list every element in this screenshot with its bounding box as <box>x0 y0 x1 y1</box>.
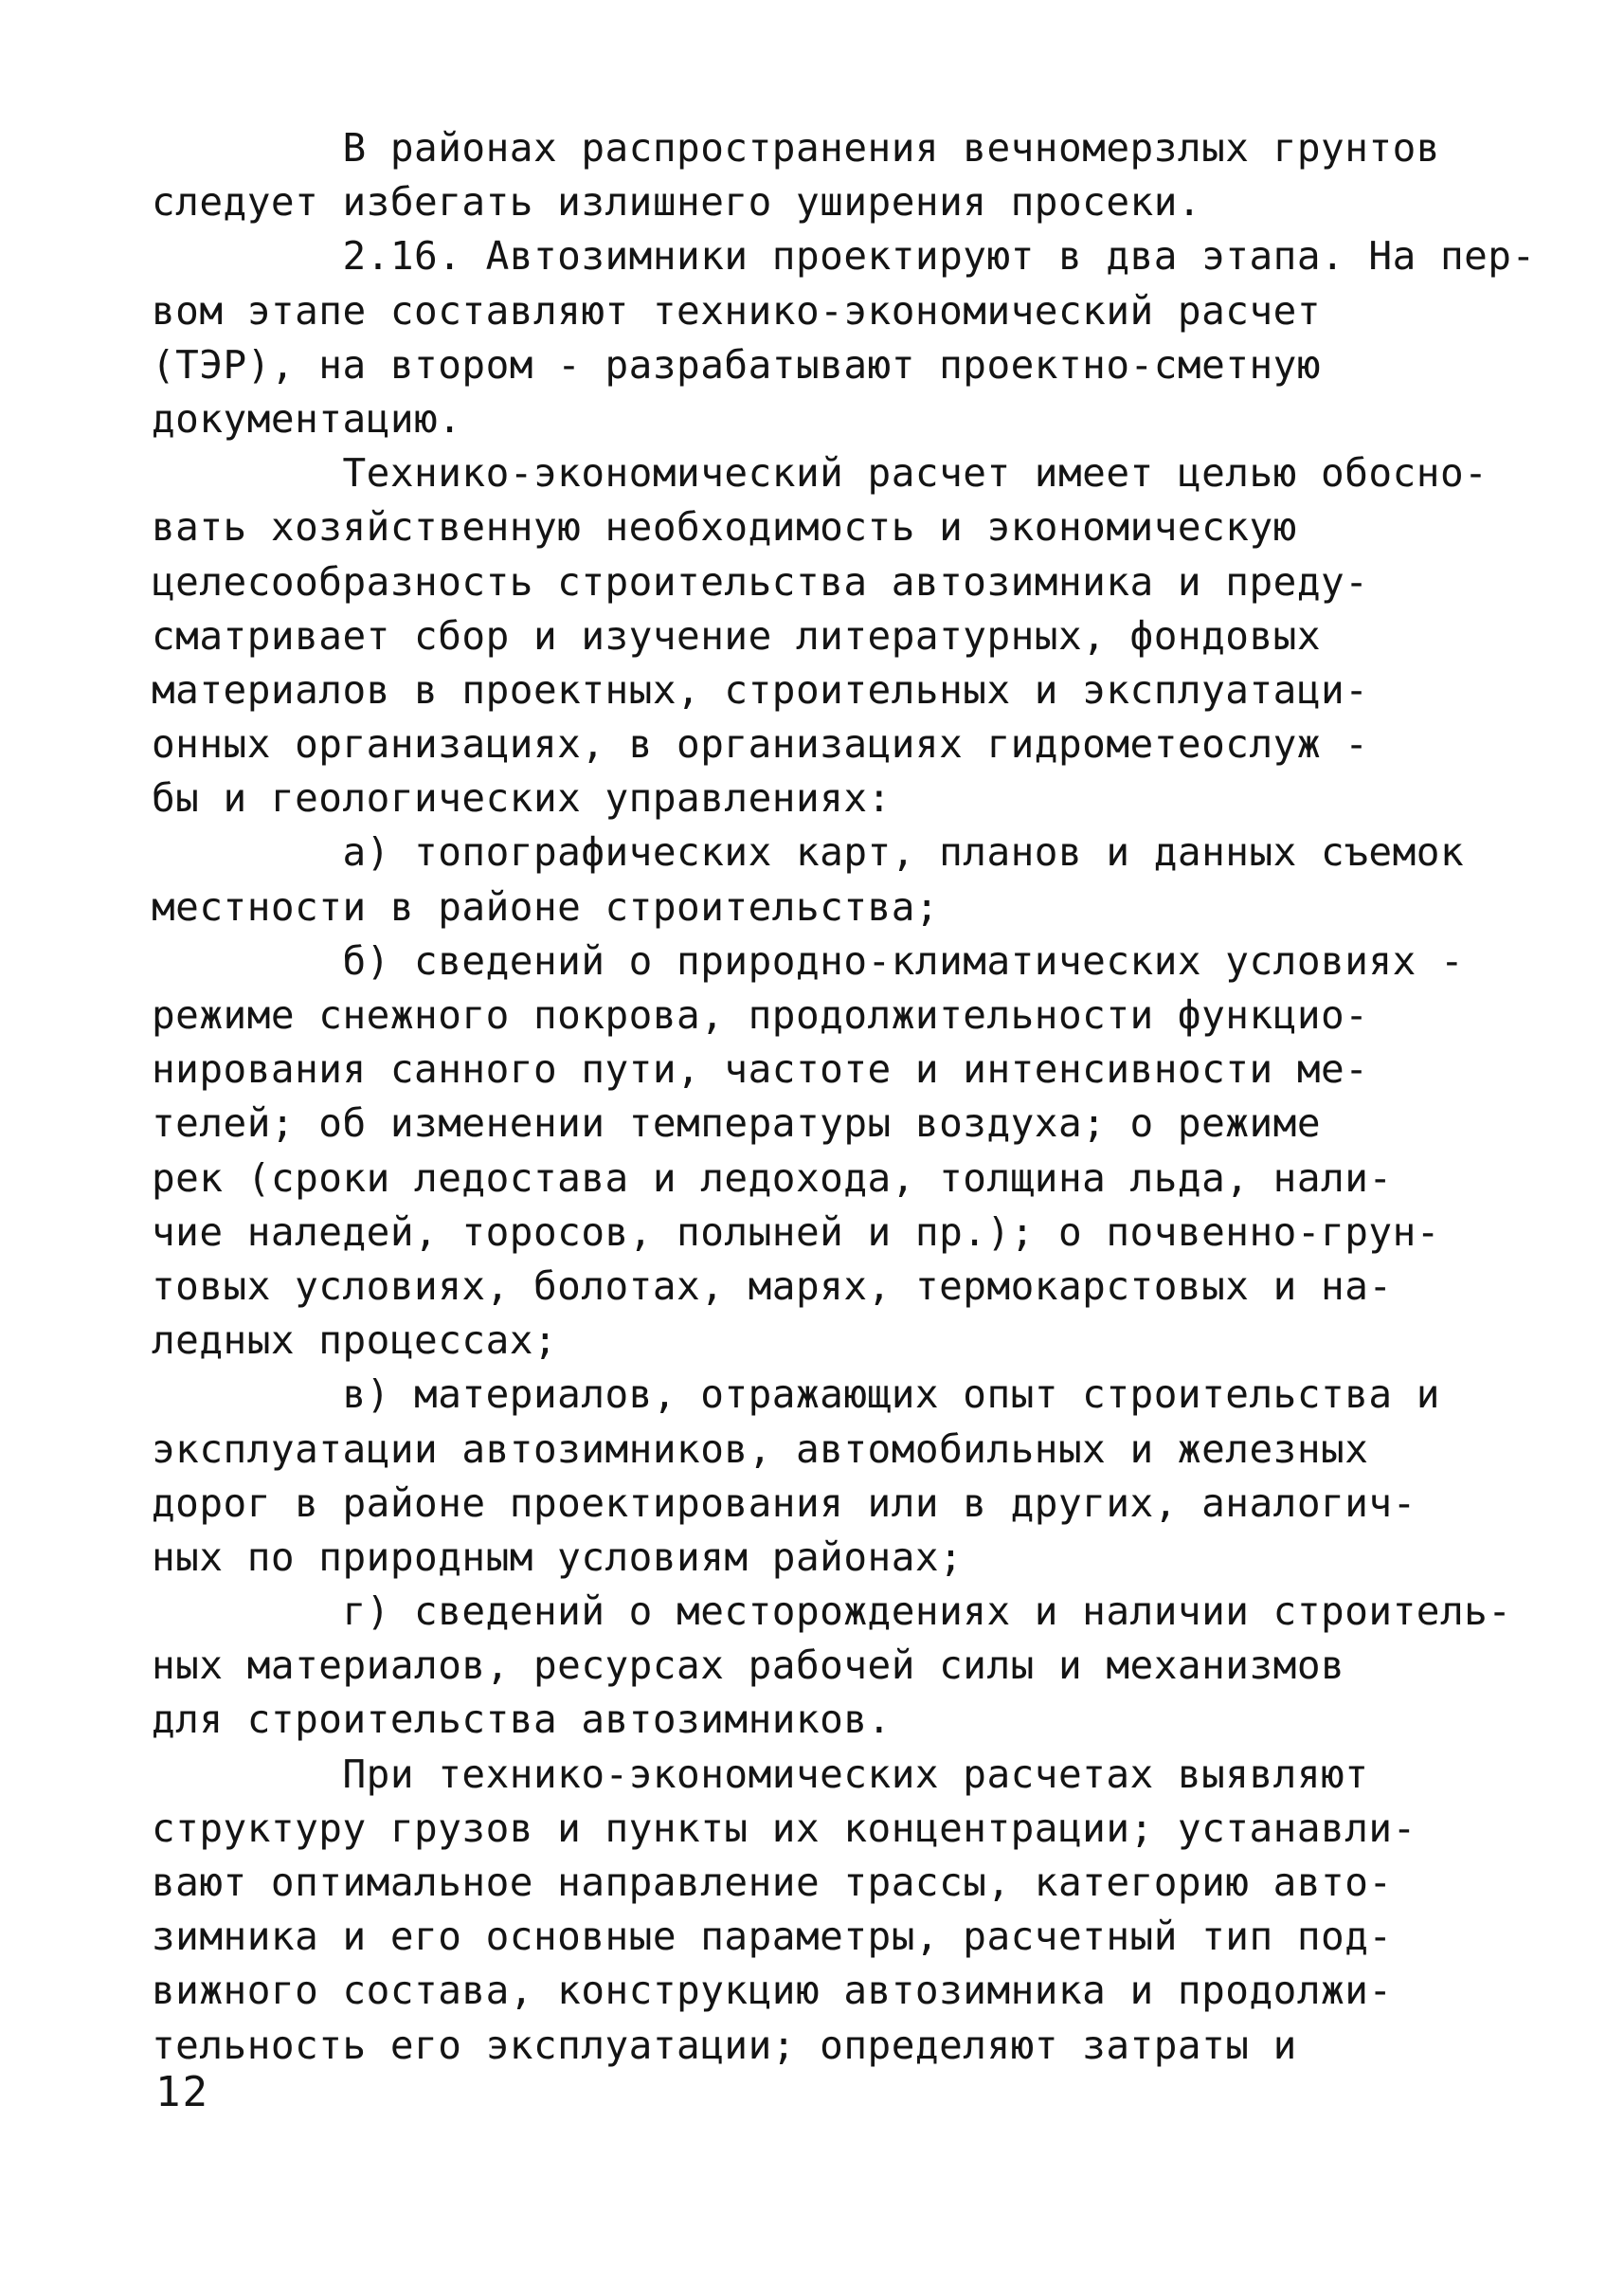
text-line: телей; об изменении температуры воздуха; о режиме <box>152 1100 1322 1147</box>
text-line: тельность его эксплуатации; определяют затраты и <box>152 2022 1297 2068</box>
text-line: г) сведений о месторождениях и наличии строитель- <box>152 1588 1512 1635</box>
text-line: целесообразность строительства автозимника и преду- <box>152 558 1369 605</box>
text-line: (ТЭР), на втором - разрабатывают проектно-сметную <box>152 341 1322 388</box>
text-line: ледных процессах; <box>152 1317 558 1364</box>
text-line: вать хозяйственную необходимость и экономическую <box>152 504 1297 551</box>
text-line: В районах распространения вечномерзлых грунтов <box>152 125 1440 171</box>
text-line: структуру грузов и пункты их концентрации; устанавли- <box>152 1805 1416 1851</box>
text-line: рек (сроки ледостава и ледохода, толщина льда, нали- <box>152 1154 1393 1201</box>
body-text <box>152 121 1536 2073</box>
text-line: При технико-экономических расчетах выявляют <box>152 1751 1369 1797</box>
text-line: документацию. <box>152 395 462 442</box>
text-line: 2.16. Автозимники проектируют в два этапа. На пер- <box>152 233 1536 280</box>
text-line: нирования санного пути, частоте и интенсивности ме- <box>152 1046 1369 1093</box>
text-line: следует избегать излишнего уширения просеки. <box>152 179 1202 226</box>
text-line: режиме снежного покрова, продолжительности функцио- <box>152 992 1369 1038</box>
text-line: Технико-экономический расчет имеет целью обосно- <box>152 450 1489 497</box>
text-line: ных по природным условиям районах; <box>152 1533 964 1580</box>
text-line: б) сведений о природно-климатических условиях - <box>152 937 1465 984</box>
text-line: товых условиях, болотах, марях, термокарстовых и на- <box>152 1262 1393 1309</box>
text-line: вом этапе составляют технико-экономический расчет <box>152 287 1322 334</box>
text-line: в) материалов, отражающих опыт строительства и <box>152 1371 1440 1418</box>
text-line: онных организациях, в организациях гидрометеослуж - <box>152 721 1369 768</box>
text-line: а) топографических карт, планов и данных съемок <box>152 829 1465 876</box>
text-line: вижного состава, конструкцию автозимника и продолжи- <box>152 1968 1393 2014</box>
text-line: материалов в проектных, строительных и эксплуатаци- <box>152 666 1369 713</box>
text-line: вают оптимальное направление трассы, категорию авто- <box>152 1860 1393 1905</box>
text-line: сматривает сбор и изучение литературных, фондовых <box>152 612 1322 659</box>
text-line: эксплуатации автозимников, автомобильных и железных <box>152 1425 1369 1472</box>
text-line: бы и геологических управлениях: <box>152 775 892 822</box>
page-number: 12 <box>155 2068 209 2116</box>
text-line: зимника и его основные параметры, расчетный тип под- <box>152 1914 1393 1960</box>
text-line: чие наледей, торосов, полыней и пр.); о почвенно-грун- <box>152 1208 1440 1255</box>
text-line: местности в районе строительства; <box>152 883 940 930</box>
text-line: для строительства автозимников. <box>152 1696 892 1743</box>
text-line: дорог в районе проектирования или в других, аналогич- <box>152 1479 1416 1526</box>
text-line: ных материалов, ресурсах рабочей силы и механизмов <box>152 1642 1345 1689</box>
